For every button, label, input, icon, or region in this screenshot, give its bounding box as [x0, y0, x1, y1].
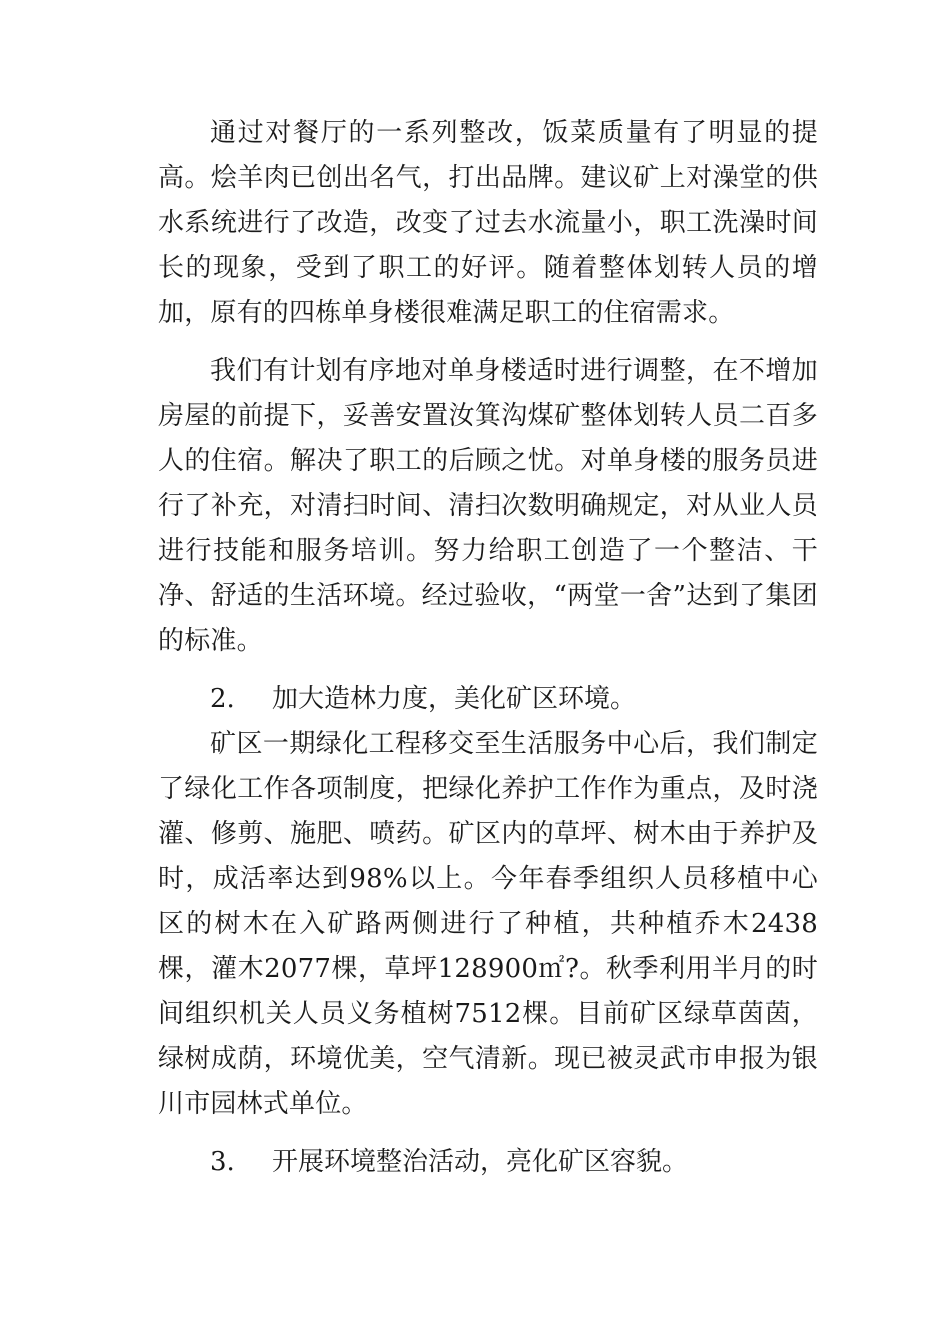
paragraph-greening: 矿区一期绿化工程移交至生活服务中心后，我们制定了绿化工作各项制度，把绿化养护工作作为重点，及时浇灌、修剪、施肥、喷药。矿区内的草坪、树木由于养护及时，成活率达到98%以上。今年春季组织人员移植中心区的树木在入矿路两侧进行了种植，共种植乔木2438棵，灌木2077棵，草坪128900㎡?。秋季利用半月的时间组织机关人员义务植树7512棵。目前矿区绿草茵茵，绿树成荫，环境优美，空气清新。现已被灵武市申报为银川市园林式单位。 [158, 729, 818, 1119]
section-title: 加大造林力度，美化矿区环境。 [272, 684, 637, 714]
section-number: 2. [210, 684, 235, 714]
section-title: 开展环境整治活动，亮化矿区容貌。 [272, 1147, 689, 1177]
section-heading-environment [158, 1140, 818, 1185]
paragraph-canteen-bathhouse: 通过对餐厅的一系列整改，饭菜质量有了明显的提高。烩羊肉已创出名气，打出品牌。建议矿上对澡堂的供水系统进行了改造，改变了过去水流量小，职工洗澡时间长的现象，受到了职工的好评。随着整体划转人员的增加，原有的四栋单身楼很难满足职工的住宿需求。 [158, 118, 818, 328]
section-number: 3. [210, 1147, 235, 1177]
document-body [158, 111, 818, 1185]
paragraph-dormitory: 我们有计划有序地对单身楼适时进行调整，在不增加房屋的前提下，妥善安置汝箕沟煤矿整体划转人员二百多人的住宿。解决了职工的后顾之忧。对单身楼的服务员进行了补充，对清扫时间、清扫次数明确规定，对从业人员进行技能和服务培训。努力给职工创造了一个整洁、干净、舒适的生活环境。经过验收，“两堂一舍”达到了集团的标准。 [158, 356, 818, 656]
section-heading-afforestation [158, 677, 818, 722]
